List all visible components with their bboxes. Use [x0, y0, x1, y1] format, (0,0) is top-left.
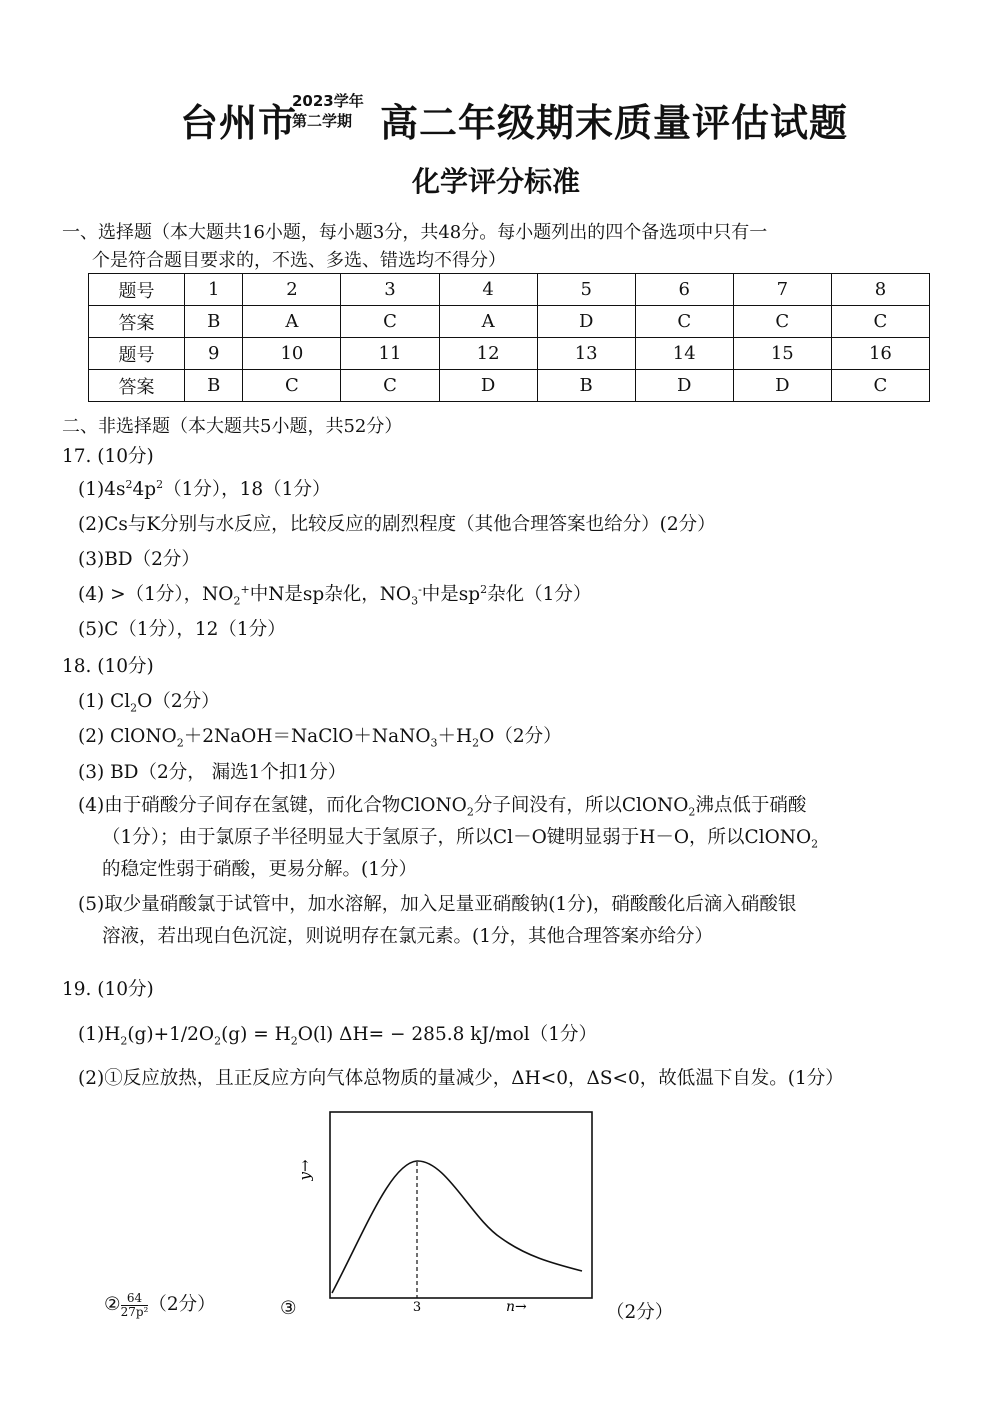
table-cell: B — [185, 306, 243, 338]
q18-heading: 18. (10分) — [62, 656, 154, 677]
title-year-bottom: 第二学期 — [292, 112, 353, 130]
table-cell: C — [341, 370, 439, 402]
text: ＋H — [437, 726, 473, 747]
q19-part2-1: (2)①反应放热，且正反应方向气体总物质的量减少，ΔH<0，ΔS<0，故低温下自发。(1分） — [78, 1068, 844, 1089]
sub: 2 — [214, 1034, 222, 1048]
text: ＋2NaOH＝NaClO＋NaNO — [183, 726, 431, 747]
q19-part3-score: （2分） — [606, 1302, 674, 1323]
title-exam: 高二年级期末质量评估试题 — [380, 101, 849, 145]
table-cell: 4 — [439, 274, 537, 306]
q17-part3: (3)BD（2分） — [78, 549, 200, 570]
q18-part4-line1 — [78, 791, 806, 819]
text: (g)+1/2O — [127, 1024, 215, 1045]
table-cell: 13 — [537, 338, 635, 370]
circled-two: ② — [104, 1294, 121, 1315]
q17-part1 — [78, 475, 330, 501]
table-cell: C — [831, 370, 929, 402]
table-row — [89, 338, 930, 370]
q18-part3: (3) BD（2分， 漏选1个扣1分） — [78, 762, 347, 783]
text: (1)H — [78, 1024, 121, 1045]
table-cell: 5 — [537, 274, 635, 306]
numerator: 64 — [121, 1292, 149, 1306]
table-cell: 1 — [185, 274, 243, 306]
text: 中N是sp杂化，NO — [249, 584, 412, 605]
page-subtitle: 化学评分标准 — [411, 165, 580, 198]
table-cell: 7 — [733, 274, 831, 306]
text: O（2分） — [137, 691, 220, 712]
q17-part2: (2)Cs与K分别与水反应，比较反应的剧烈程度（其他合理答案也给分）(2分） — [78, 514, 716, 535]
q19-part2-2 — [104, 1290, 216, 1319]
table-cell: D — [733, 370, 831, 402]
page-title — [0, 88, 992, 148]
peak-tick-label: 3 — [412, 1300, 422, 1313]
text: (g) = H — [221, 1024, 291, 1045]
table-cell: C — [243, 370, 341, 402]
q18-part4-line3: 的稳定性弱于硝酸，更易分解。(1分） — [102, 859, 417, 880]
x-axis-label: n→ — [506, 1299, 527, 1313]
table-cell: C — [831, 306, 929, 338]
sup: + — [240, 582, 250, 596]
sub: 2 — [472, 736, 480, 750]
table-cell: 10 — [243, 338, 341, 370]
text: 中是sp — [421, 584, 481, 605]
row-label: 题号 — [89, 274, 185, 306]
section1-heading-line2: 个是符合题目要求的，不选、多选、错选均不得分） — [92, 250, 506, 271]
sub: 2 — [233, 594, 241, 608]
table-cell: A — [439, 306, 537, 338]
text: （1分）；由于氯原子半径明显大于氢原子，所以Cl－O键明显弱于H－O，所以ClONO — [102, 827, 812, 848]
table-cell: D — [439, 370, 537, 402]
table-cell: C — [635, 306, 733, 338]
sub: 2 — [811, 837, 819, 851]
text: (1)4s — [78, 479, 126, 500]
table-cell: C — [733, 306, 831, 338]
row-label: 答案 — [89, 306, 185, 338]
section1-heading-line1: 一、选择题（本大题共16小题，每小题3分，共48分。每小题列出的四个备选项中只有一 — [62, 222, 768, 243]
y-axis-label: y→ — [296, 1159, 314, 1181]
sub: 2 — [688, 805, 696, 819]
table-cell: 11 — [341, 338, 439, 370]
sub: 2 — [130, 701, 138, 715]
table-cell: C — [341, 306, 439, 338]
table-row — [89, 370, 930, 402]
sub: 2 — [120, 1034, 128, 1048]
q17-heading: 17. (10分) — [62, 446, 154, 467]
text: O（2分） — [479, 726, 562, 747]
q18-part1 — [78, 687, 220, 715]
table-cell: D — [537, 306, 635, 338]
q18-part4-line2 — [102, 823, 818, 851]
table-cell: 3 — [341, 274, 439, 306]
title-city: 台州市 — [180, 101, 298, 145]
denominator: 27p² — [120, 1304, 149, 1319]
q18-part5-line2: 溶液，若出现白色沉淀，则说明存在氯元素。(1分，其他合理答案亦给分） — [102, 926, 713, 947]
q19-part3-mark: ③ — [280, 1298, 297, 1319]
table-cell: A — [243, 306, 341, 338]
text: O(l) ΔH= − 285.8 kJ/mol（1分） — [297, 1024, 597, 1045]
text: （1分），18（1分） — [163, 479, 331, 500]
q18-part2 — [78, 722, 562, 750]
table-cell: 14 — [635, 338, 733, 370]
table-cell: 16 — [831, 338, 929, 370]
text: 杂化（1分） — [487, 584, 592, 605]
text: 分子间没有，所以ClONO — [473, 795, 689, 816]
row-label: 答案 — [89, 370, 185, 402]
sub: 2 — [466, 805, 474, 819]
sup: 2 — [156, 477, 164, 491]
sub: 3 — [411, 594, 419, 608]
q17-part4 — [78, 580, 591, 608]
table-row — [89, 306, 930, 338]
table-cell: 6 — [635, 274, 733, 306]
text: 沸点低于硝酸 — [695, 795, 807, 816]
table-cell: 12 — [439, 338, 537, 370]
text: (1) Cl — [78, 691, 131, 712]
sup: - — [418, 582, 422, 596]
fraction — [121, 1292, 149, 1319]
sub: 3 — [430, 736, 438, 750]
y-vs-n-graph — [296, 1108, 606, 1313]
title-year-top: 2023学年 — [292, 92, 364, 110]
text: (4) >（1分），NO — [78, 584, 234, 605]
answer-table — [88, 273, 930, 402]
graph-frame — [330, 1112, 592, 1298]
table-cell: B — [185, 370, 243, 402]
text: (2) ClONO — [78, 726, 177, 747]
section2-heading: 二、非选择题（本大题共5小题，共52分） — [62, 416, 403, 437]
table-cell: 15 — [733, 338, 831, 370]
table-row — [89, 274, 930, 306]
table-cell: 2 — [243, 274, 341, 306]
q17-part5: (5)C（1分），12（1分） — [78, 619, 286, 640]
sub: 2 — [290, 1034, 298, 1048]
row-label: 题号 — [89, 338, 185, 370]
text: 4p — [132, 479, 157, 500]
table-cell: 9 — [185, 338, 243, 370]
q18-part5-line1: (5)取少量硝酸氯于试管中，加水溶解，加入足量亚硝酸钠(1分)，硝酸酸化后滴入硝酸银 — [78, 894, 797, 915]
sub: 2 — [176, 736, 184, 750]
text: (4)由于硝酸分子间存在氢键，而化合物ClONO — [78, 795, 467, 816]
table-cell: 8 — [831, 274, 929, 306]
q19-part1 — [78, 1020, 597, 1048]
curve — [332, 1161, 582, 1293]
score: （2分） — [148, 1294, 216, 1315]
sup: 2 — [125, 477, 133, 491]
table-cell: B — [537, 370, 635, 402]
table-cell: D — [635, 370, 733, 402]
q19-heading: 19. (10分) — [62, 979, 154, 1000]
sup: 2 — [480, 582, 488, 596]
